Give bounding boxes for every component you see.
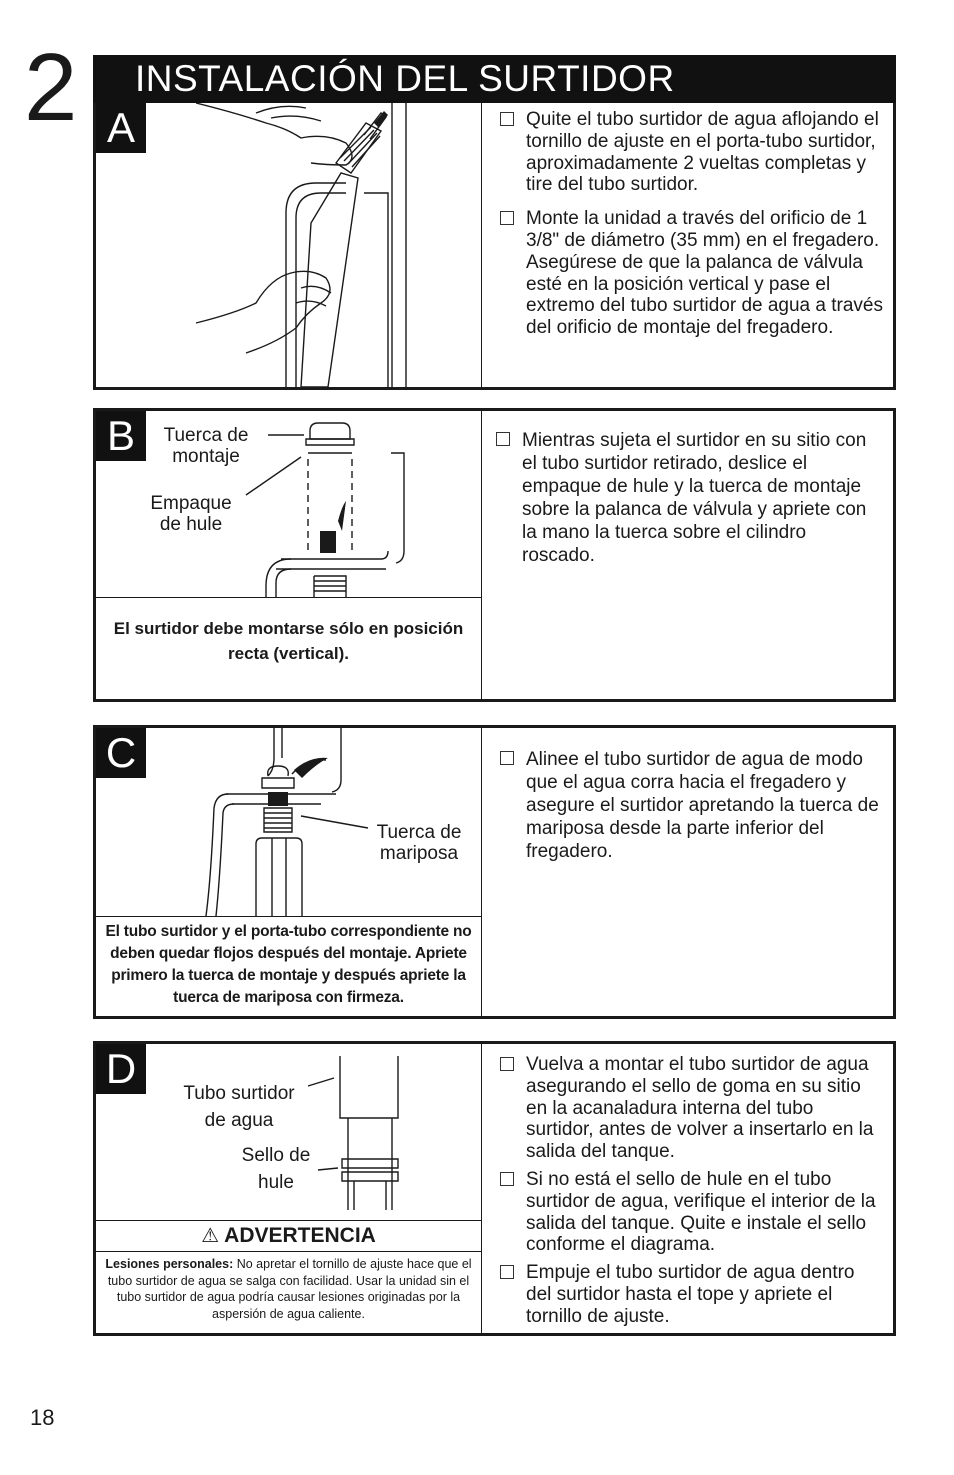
mounting-nut-label: Tuerca de montaje	[163, 425, 249, 467]
panel-b-note: El surtidor debe montarse sólo en posición recta (vertical).	[96, 597, 481, 699]
panel-b-illustration	[96, 411, 482, 699]
panel-c-illustration	[96, 728, 482, 1016]
water-tube-label: Tubo surtidor de agua	[183, 1083, 295, 1131]
step-number: 2	[24, 34, 78, 141]
dispenser-install-illustration	[96, 103, 482, 387]
wing-nut-illustration	[96, 728, 482, 916]
warning-body: Lesiones personales: No apretar el tornillo de ajuste hace que el tubo surtidor de agua se salga con facilidad. Usar la unidad sin el tubo surtidor de agua podría causar lesiones originadas por la aspersión de agua caliente.	[105, 1257, 472, 1321]
panel-a-letter: A	[96, 103, 146, 153]
section-title: INSTALACIÓN DEL SURTIDOR	[93, 55, 896, 103]
panel-b-instructions	[482, 411, 893, 699]
checkbox-icon	[500, 211, 514, 225]
panel-a-illustration	[96, 103, 482, 387]
rubber-seal-label: Sello de hule	[241, 1145, 311, 1193]
step-d2: Si no está el sello de hule en el tubo surtidor de agua, verifique el interior de la salida del tanque. Quite e instale el sello conforme el diagrama.	[500, 1169, 883, 1256]
step-d1: Vuelva a montar el tubo surtidor de agua asegurando el sello de goma en su sitio en la acanaladura interna del tubo surtidor, antes de volver a insertarlo en la salida del tanque.	[500, 1054, 883, 1163]
warning-header: ⚠ ADVERTENCIA	[96, 1220, 481, 1252]
panel-a-instructions	[482, 103, 893, 387]
panel-b	[93, 408, 896, 702]
panel-c-instructions	[482, 728, 893, 1016]
panel-d-illustration	[96, 1044, 482, 1333]
page-number: 18	[30, 1405, 55, 1430]
panel-c	[93, 725, 896, 1019]
panel-d-instructions	[482, 1044, 893, 1333]
mounting-nut-illustration	[96, 411, 482, 597]
wing-nut-shape	[268, 792, 288, 806]
panel-c-letter: C	[96, 728, 146, 778]
checkbox-icon	[500, 1172, 514, 1186]
lever-block-shape	[320, 531, 336, 553]
checkbox-icon	[500, 1265, 514, 1279]
lever-handle-shape	[294, 758, 328, 778]
checkbox-icon	[500, 1057, 514, 1071]
checkbox-icon	[500, 751, 514, 765]
step-d3: Empuje el tubo surtidor de agua dentro del surtidor hasta el tope y apriete el tornillo de ajuste.	[500, 1262, 883, 1327]
panel-d	[93, 1041, 896, 1336]
step-b1: Mientras sujeta el surtidor en su sitio con el tubo surtidor retirado, deslice el empaque de hule y la tuerca de montaje sobre la palanca de válvula y apriete con la mano la tuerca sobre el cilindro roscado.	[496, 429, 883, 567]
panel-b-letter: B	[96, 411, 146, 461]
warning-triangle-icon: ⚠	[201, 1225, 220, 1247]
step-c1: Alinee el tubo surtidor de agua de modo que el agua corra hacia el fregadero y asegure el surtidor apretando la tuerca de mariposa desde la parte inferior del fregadero.	[500, 748, 883, 863]
panel-d-letter: D	[96, 1044, 146, 1094]
checkbox-icon	[496, 432, 510, 446]
checkbox-icon	[500, 112, 514, 126]
panel-a	[93, 103, 896, 390]
rubber-gasket-label: Empaque de hule	[150, 493, 232, 535]
tube-seal-illustration	[96, 1044, 482, 1220]
lever-handle-shape	[338, 501, 346, 531]
panel-c-note: El tubo surtidor y el porta-tubo correspondiente no deben quedar flojos después del montaje. Apriete primero la tuerca de montaje y después apriete la tuerca de mariposa con firmeza.	[96, 916, 481, 1016]
wing-nut-label: Tuerca de mariposa	[376, 822, 462, 864]
step-a1: Quite el tubo surtidor de agua aflojando el tornillo de ajuste en el porta-tubo surtidor, aproximadamente 2 vueltas completas y tire del tubo surtidor.	[500, 109, 883, 196]
step-a2: Monte la unidad a través del orificio de 1 3/8" de diámetro (35 mm) en el fregadero. Asegúrese de que la palanca de válvula esté en la posición vertical y pase el extremo del tubo surtidor de agua a través del orificio de montaje del fregadero.	[500, 208, 883, 339]
